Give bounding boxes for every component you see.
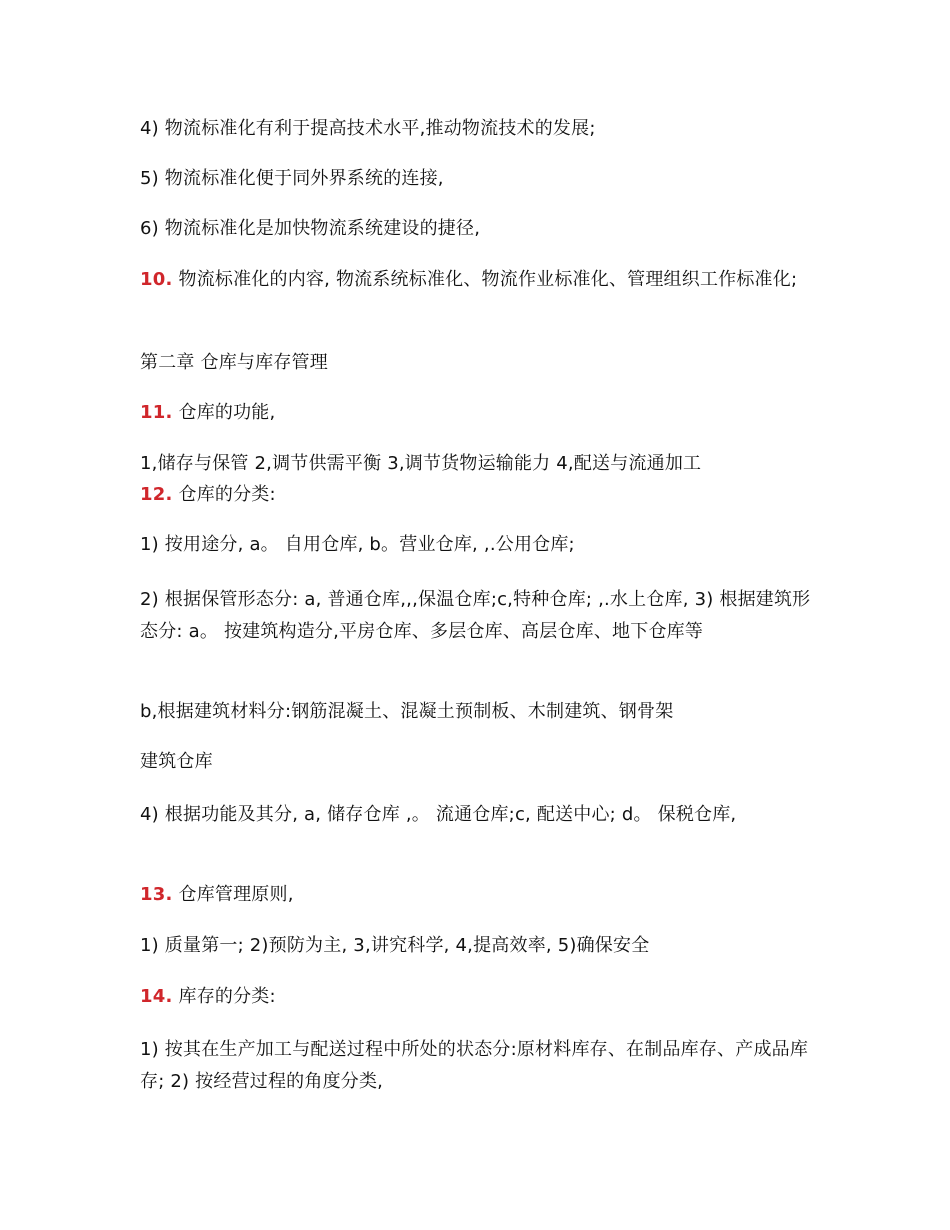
text-line — [140, 749, 820, 775]
chapter-heading — [140, 350, 820, 376]
line-text: 建筑仓库 — [140, 751, 213, 772]
line-text: 第二章 仓库与库存管理 — [140, 352, 328, 373]
line-text: 1) 质量第一; 2)预防为主, 3,讲究科学, 4,提高效率, 5)确保安全 — [140, 935, 650, 956]
item-number: 10. — [140, 269, 173, 290]
line-text: 仓库的功能, — [178, 402, 276, 423]
text-line — [140, 166, 820, 192]
item-number: 13. — [140, 884, 173, 905]
line-text: 4) 根据功能及其分, a, 储存仓库 ,。 流通仓库;c, 配送中心; d。 保税仓库, — [140, 804, 737, 825]
line-text: 5) 物流标准化便于同外界系统的连接, — [140, 168, 444, 189]
line-text: 1) 按其在生产加工与配送过程中所处的状态分:原材料库存、在制品库存、产成品库存; 2) 按经营过程的角度分类, — [140, 1039, 809, 1092]
item-number: 11. — [140, 402, 173, 423]
numbered-item-11 — [140, 400, 820, 426]
line-text: 6) 物流标准化是加快物流系统建设的捷径, — [140, 218, 481, 239]
line-text: b,根据建筑材料分:钢筋混凝土、混凝土预制板、木制建筑、钢骨架 — [140, 701, 674, 722]
line-text: 库存的分类: — [178, 986, 276, 1007]
numbered-item-10 — [140, 267, 820, 293]
item-number: 12. — [140, 484, 173, 505]
line-text: 4) 物流标准化有利于提高技术水平,推动物流技术的发展; — [140, 118, 596, 139]
text-paragraph — [140, 584, 820, 648]
line-text: 1,储存与保管 2,调节供需平衡 3,调节货物运输能力 4,配送与流通加工 — [140, 453, 702, 474]
text-paragraph — [140, 1034, 820, 1098]
text-line — [140, 451, 820, 477]
text-line — [140, 216, 820, 242]
text-line — [140, 116, 820, 142]
line-text: 1) 按用途分, a。 自用仓库, b。营业仓库, ,.公用仓库; — [140, 534, 575, 555]
numbered-item-13 — [140, 882, 820, 908]
text-line — [140, 699, 820, 725]
numbered-item-12 — [140, 482, 820, 508]
line-text: 2) 根据保管形态分: a, 普通仓库,,,保温仓库;c,特种仓库; ,.水上仓库, 3) 根据建筑形态分: a。 按建筑构造分,平房仓库、多层仓库、高层仓库、地下仓库等 — [140, 589, 811, 642]
text-line — [140, 933, 820, 959]
item-number: 14. — [140, 986, 173, 1007]
line-text: 物流标准化的内容, 物流系统标准化、物流作业标准化、管理组织工作标准化; — [178, 269, 798, 290]
line-text: 仓库的分类: — [178, 484, 276, 505]
text-line — [140, 532, 820, 558]
numbered-item-14 — [140, 984, 820, 1010]
text-paragraph — [140, 799, 820, 831]
line-text: 仓库管理原则, — [178, 884, 294, 905]
